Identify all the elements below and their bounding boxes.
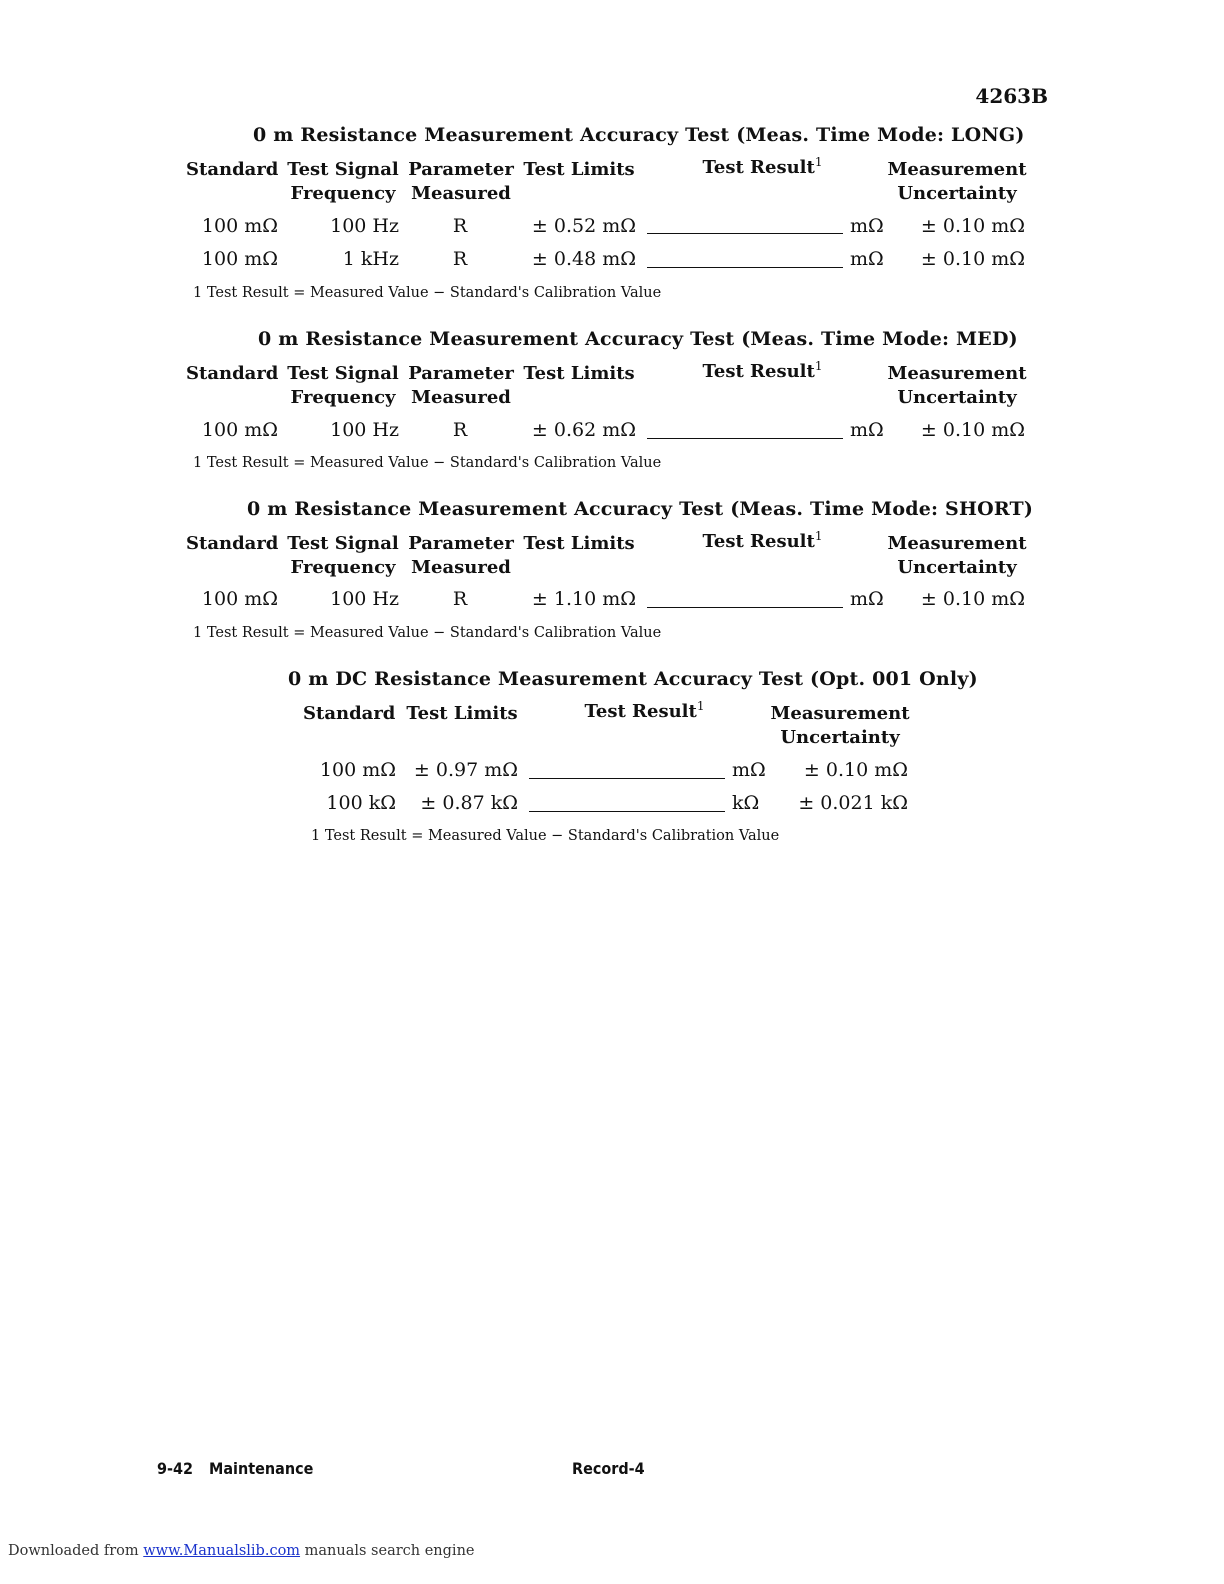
cell-uncertainty: ± 0.10 mΩ <box>920 419 1025 441</box>
result-entry-line[interactable] <box>529 811 725 812</box>
cell-frequency: 100 Hz <box>330 419 399 441</box>
cell-uncertainty: ± 0.10 mΩ <box>920 588 1025 610</box>
cell-test-limits: ± 0.87 kΩ <box>420 792 518 814</box>
cell-test-limits: ± 0.62 mΩ <box>531 419 636 441</box>
cell-standard: 100 mΩ <box>201 588 278 610</box>
header-standard: Standard <box>186 533 279 554</box>
header-test-signal: Test Signal Frequency <box>287 363 399 408</box>
header-parameter: Parameter Measured <box>408 363 514 408</box>
cell-standard: 100 mΩ <box>201 215 278 237</box>
header-standard: Standard <box>303 703 396 724</box>
footer-section: Maintenance <box>209 1459 314 1478</box>
cell-test-limits: ± 0.52 mΩ <box>531 215 636 237</box>
download-prefix: Downloaded from <box>8 1543 139 1559</box>
header-test-result: Test Result$^1$ <box>584 699 705 722</box>
cell-frequency: 1 kHz <box>342 248 399 270</box>
section-title-med: 0 m Resistance Measurement Accuracy Test (Meas. Time Mode: MED) <box>258 328 1018 350</box>
header-test-limits: Test Limits <box>406 703 518 724</box>
cell-result-unit: mΩ <box>850 419 884 441</box>
cell-result-unit: mΩ <box>850 248 884 270</box>
result-entry-line[interactable] <box>647 438 843 439</box>
cell-result-unit: mΩ <box>850 588 884 610</box>
section-title-dc: 0 m DC Resistance Measurement Accuracy Test (Opt. 001 Only) <box>288 668 978 690</box>
cell-parameter: R <box>452 248 468 270</box>
header-uncertainty: Measurement Uncertainty <box>887 363 1027 408</box>
header-test-result: Test Result$^1$ <box>702 155 823 178</box>
result-entry-line[interactable] <box>647 233 843 234</box>
header-standard: Standard <box>186 159 279 180</box>
cell-result-unit: mΩ <box>850 215 884 237</box>
cell-uncertainty: ± 0.10 mΩ <box>920 248 1025 270</box>
footer-page-number: 9-42 <box>157 1459 194 1478</box>
model-number: 4263B <box>975 84 1048 108</box>
footnote: 1 Test Result = Measured Value − Standard's Calibration Value <box>193 455 662 471</box>
header-uncertainty: Measurement Uncertainty <box>887 533 1027 578</box>
download-suffix: manuals search engine <box>304 1543 475 1559</box>
cell-parameter: R <box>452 419 468 441</box>
cell-frequency: 100 Hz <box>330 215 399 237</box>
cell-standard: 100 mΩ <box>319 759 396 781</box>
result-entry-line[interactable] <box>647 607 843 608</box>
section-title-long: 0 m Resistance Measurement Accuracy Test (Meas. Time Mode: LONG) <box>253 124 1025 146</box>
cell-uncertainty: ± 0.10 mΩ <box>920 215 1025 237</box>
header-test-signal: Test Signal Frequency <box>287 159 399 204</box>
footnote: 1 Test Result = Measured Value − Standard's Calibration Value <box>311 828 780 844</box>
section-title-short: 0 m Resistance Measurement Accuracy Test (Meas. Time Mode: SHORT) <box>247 498 1034 520</box>
download-notice <box>8 1543 475 1559</box>
cell-standard: 100 mΩ <box>201 248 278 270</box>
cell-result-unit: kΩ <box>732 792 760 814</box>
cell-test-limits: ± 0.97 mΩ <box>413 759 518 781</box>
cell-standard: 100 mΩ <box>201 419 278 441</box>
header-test-limits: Test Limits <box>523 159 635 180</box>
cell-test-limits: ± 0.48 mΩ <box>531 248 636 270</box>
header-uncertainty: Measurement Uncertainty <box>770 703 910 748</box>
footer-record: Record-4 <box>572 1459 645 1478</box>
manualslib-link[interactable]: www.Manualslib.com <box>143 1543 301 1559</box>
cell-parameter: R <box>452 588 468 610</box>
footnote: 1 Test Result = Measured Value − Standard's Calibration Value <box>193 625 662 641</box>
footnote: 1 Test Result = Measured Value − Standard's Calibration Value <box>193 285 662 301</box>
header-standard: Standard <box>186 363 279 384</box>
result-entry-line[interactable] <box>647 267 843 268</box>
header-parameter: Parameter Measured <box>408 159 514 204</box>
header-test-limits: Test Limits <box>523 363 635 384</box>
header-test-result: Test Result$^1$ <box>702 359 823 382</box>
cell-uncertainty: ± 0.021 kΩ <box>798 792 908 814</box>
header-test-limits: Test Limits <box>523 533 635 554</box>
cell-uncertainty: ± 0.10 mΩ <box>803 759 908 781</box>
cell-parameter: R <box>452 215 468 237</box>
header-parameter: Parameter Measured <box>408 533 514 578</box>
cell-frequency: 100 Hz <box>330 588 399 610</box>
header-test-result: Test Result$^1$ <box>702 529 823 552</box>
header-test-signal: Test Signal Frequency <box>287 533 399 578</box>
cell-standard: 100 kΩ <box>326 792 396 814</box>
cell-test-limits: ± 1.10 mΩ <box>531 588 636 610</box>
result-entry-line[interactable] <box>529 778 725 779</box>
header-uncertainty: Measurement Uncertainty <box>887 159 1027 204</box>
cell-result-unit: mΩ <box>732 759 766 781</box>
